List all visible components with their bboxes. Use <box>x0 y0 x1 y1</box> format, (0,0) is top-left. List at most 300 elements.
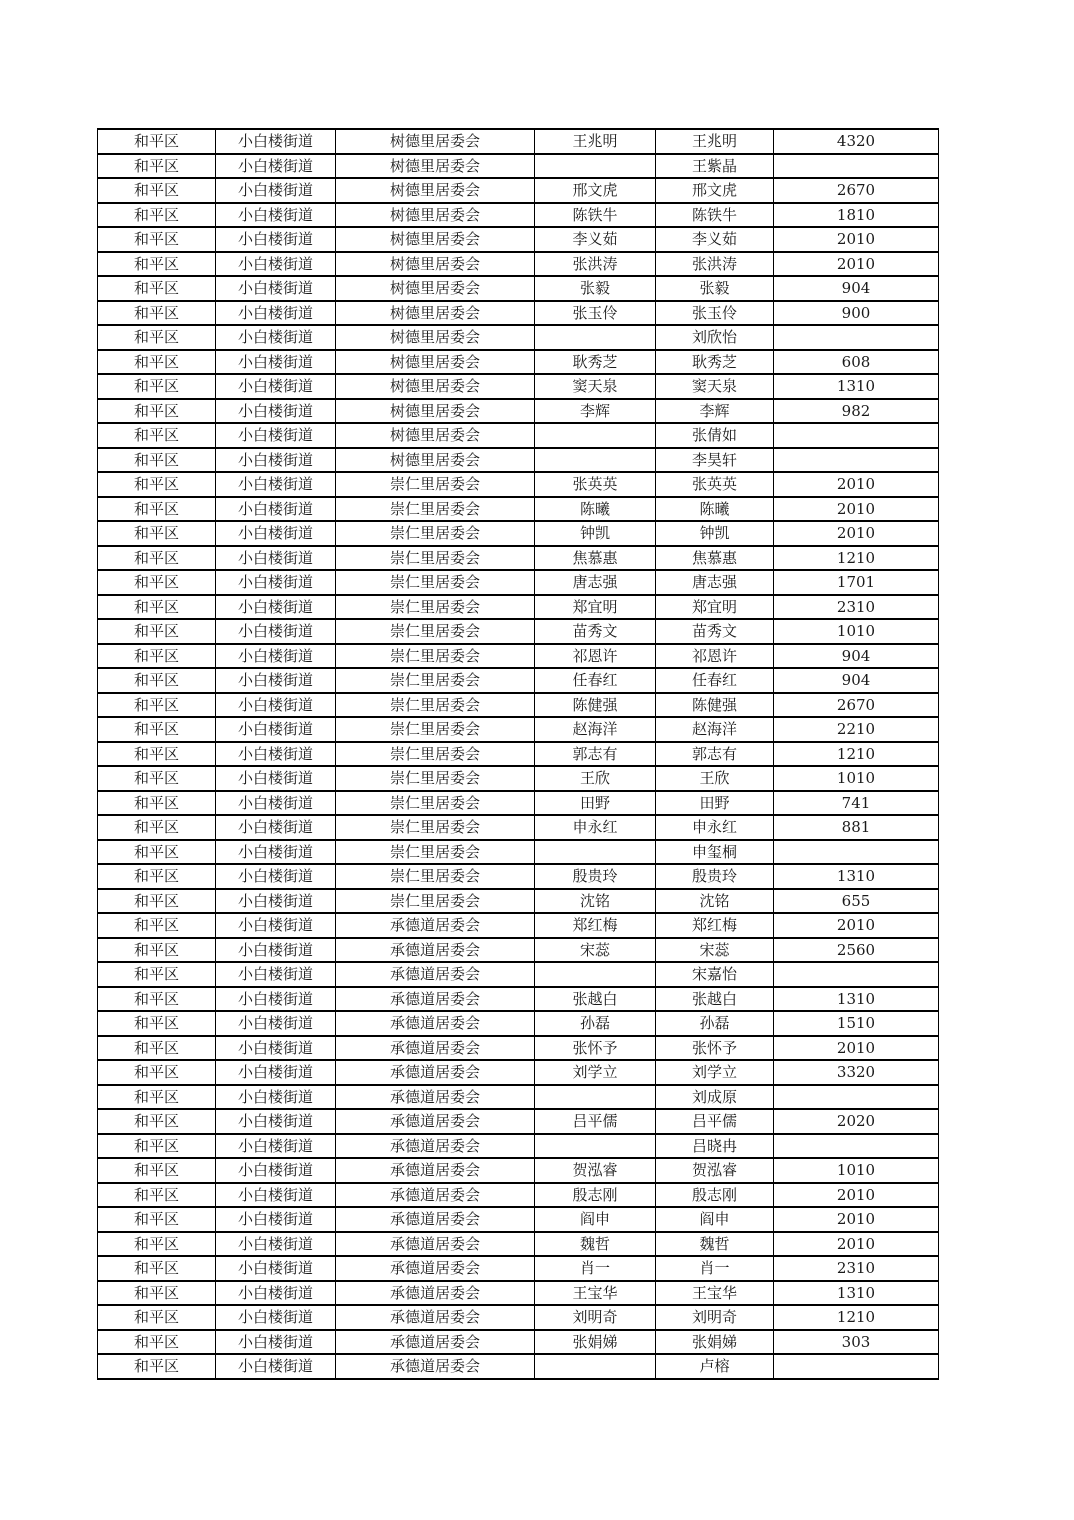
table-cell: 小白楼街道 <box>216 815 336 840</box>
table-cell: 宋嘉怡 <box>656 962 774 987</box>
table-cell: 和平区 <box>98 350 216 375</box>
table-cell: 申永红 <box>656 815 774 840</box>
table-cell: 和平区 <box>98 276 216 301</box>
table-cell: 小白楼街道 <box>216 987 336 1012</box>
table-cell <box>535 840 656 865</box>
table-body <box>98 129 939 1379</box>
table-cell: 王紫晶 <box>656 154 774 179</box>
table-row <box>98 423 939 448</box>
table-row <box>98 1134 939 1159</box>
table-cell: 小白楼街道 <box>216 350 336 375</box>
table-cell: 小白楼街道 <box>216 129 336 154</box>
table-cell: 和平区 <box>98 1330 216 1355</box>
table-cell: 小白楼街道 <box>216 1207 336 1232</box>
table-cell: 张英英 <box>535 472 656 497</box>
table-cell: 魏哲 <box>656 1232 774 1257</box>
table-cell: 小白楼街道 <box>216 1011 336 1036</box>
table-row <box>98 1207 939 1232</box>
table-row <box>98 325 939 350</box>
table-cell: 小白楼街道 <box>216 1281 336 1306</box>
table-cell: 承德道居委会 <box>336 1109 535 1134</box>
table-cell: 小白楼街道 <box>216 178 336 203</box>
table-cell: 宋蕊 <box>535 938 656 963</box>
table-cell: 小白楼街道 <box>216 521 336 546</box>
table-cell: 和平区 <box>98 1232 216 1257</box>
table-cell: 承德道居委会 <box>336 913 535 938</box>
table-cell: 2010 <box>774 497 939 522</box>
table-cell: 郭志有 <box>656 742 774 767</box>
table-cell: 2010 <box>774 1036 939 1061</box>
table-cell: 任春红 <box>535 668 656 693</box>
table-row <box>98 717 939 742</box>
table-cell: 和平区 <box>98 374 216 399</box>
table-cell: 和平区 <box>98 1060 216 1085</box>
table-cell: 小白楼街道 <box>216 301 336 326</box>
table-cell: 刘学立 <box>656 1060 774 1085</box>
table-row <box>98 1085 939 1110</box>
table-cell: 和平区 <box>98 962 216 987</box>
table-cell: 崇仁里居委会 <box>336 521 535 546</box>
table-cell <box>774 325 939 350</box>
table-cell: 1010 <box>774 766 939 791</box>
table-row <box>98 864 939 889</box>
table-row <box>98 840 939 865</box>
table-cell: 张怀予 <box>535 1036 656 1061</box>
table-row <box>98 1330 939 1355</box>
table-cell: 崇仁里居委会 <box>336 644 535 669</box>
table-cell: 沈铭 <box>656 889 774 914</box>
table-cell: 小白楼街道 <box>216 203 336 228</box>
table-cell: 904 <box>774 644 939 669</box>
table-row <box>98 129 939 154</box>
table-cell: 小白楼街道 <box>216 497 336 522</box>
table-cell <box>774 1085 939 1110</box>
table-cell: 树德里居委会 <box>336 350 535 375</box>
table-cell: 焦慕惠 <box>535 546 656 571</box>
table-cell: 小白楼街道 <box>216 913 336 938</box>
table-cell: 郑宜明 <box>656 595 774 620</box>
table-cell: 张越白 <box>535 987 656 1012</box>
table-cell: 和平区 <box>98 1036 216 1061</box>
table-cell: 承德道居委会 <box>336 1036 535 1061</box>
table-cell: 小白楼街道 <box>216 570 336 595</box>
table-cell <box>535 1354 656 1379</box>
table-row <box>98 472 939 497</box>
table-cell: 李辉 <box>656 399 774 424</box>
table-cell: 和平区 <box>98 913 216 938</box>
table-cell: 树德里居委会 <box>336 203 535 228</box>
table-cell: 小白楼街道 <box>216 619 336 644</box>
table-cell: 树德里居委会 <box>336 301 535 326</box>
table-cell: 1210 <box>774 546 939 571</box>
table-row <box>98 203 939 228</box>
table-cell: 承德道居委会 <box>336 987 535 1012</box>
table-cell: 小白楼街道 <box>216 1330 336 1355</box>
table-row <box>98 1281 939 1306</box>
table-row <box>98 1183 939 1208</box>
table-cell <box>774 1354 939 1379</box>
table-cell: 和平区 <box>98 1158 216 1183</box>
table-cell: 小白楼街道 <box>216 227 336 252</box>
table-cell: 魏哲 <box>535 1232 656 1257</box>
table-cell: 小白楼街道 <box>216 766 336 791</box>
table-cell: 881 <box>774 815 939 840</box>
table-row <box>98 668 939 693</box>
table-cell: 李义茹 <box>535 227 656 252</box>
table-cell: 李昊轩 <box>656 448 774 473</box>
table-cell: 2010 <box>774 1232 939 1257</box>
table-cell: 和平区 <box>98 766 216 791</box>
table-cell: 树德里居委会 <box>336 448 535 473</box>
table-cell: 小白楼街道 <box>216 644 336 669</box>
table-row <box>98 1011 939 1036</box>
table-cell: 1701 <box>774 570 939 595</box>
table-cell: 和平区 <box>98 595 216 620</box>
table-cell: 303 <box>774 1330 939 1355</box>
table-cell: 唐志强 <box>656 570 774 595</box>
table-cell: 小白楼街道 <box>216 423 336 448</box>
table-cell: 2670 <box>774 178 939 203</box>
table-cell: 窦天泉 <box>535 374 656 399</box>
table-cell: 吕平儒 <box>656 1109 774 1134</box>
table-cell: 2010 <box>774 1183 939 1208</box>
table-cell: 和平区 <box>98 1109 216 1134</box>
table-cell: 和平区 <box>98 840 216 865</box>
table-cell: 承德道居委会 <box>336 938 535 963</box>
table-cell: 和平区 <box>98 693 216 718</box>
table-cell: 王欣 <box>535 766 656 791</box>
table-cell: 和平区 <box>98 938 216 963</box>
table-cell: 2010 <box>774 521 939 546</box>
table-cell: 郭志有 <box>535 742 656 767</box>
table-cell: 小白楼街道 <box>216 1232 336 1257</box>
table-cell: 陈铁牛 <box>535 203 656 228</box>
table-cell: 和平区 <box>98 742 216 767</box>
table-cell: 和平区 <box>98 791 216 816</box>
table-row <box>98 1354 939 1379</box>
table-cell: 吕晓冉 <box>656 1134 774 1159</box>
table-cell: 小白楼街道 <box>216 1158 336 1183</box>
table-row <box>98 497 939 522</box>
table-cell: 树德里居委会 <box>336 374 535 399</box>
table-cell: 小白楼街道 <box>216 374 336 399</box>
table-cell: 2010 <box>774 913 939 938</box>
table-cell: 张玉伶 <box>656 301 774 326</box>
table-cell: 1010 <box>774 1158 939 1183</box>
table-cell: 孙磊 <box>535 1011 656 1036</box>
table-row <box>98 889 939 914</box>
table-cell: 宋蕊 <box>656 938 774 963</box>
table-cell: 1210 <box>774 1305 939 1330</box>
table-cell: 崇仁里居委会 <box>336 840 535 865</box>
table-cell <box>535 962 656 987</box>
table-cell: 刘成原 <box>656 1085 774 1110</box>
table-cell: 2010 <box>774 252 939 277</box>
table-cell: 和平区 <box>98 129 216 154</box>
table-cell: 小白楼街道 <box>216 399 336 424</box>
table-cell: 刘明奇 <box>535 1305 656 1330</box>
table-cell: 2670 <box>774 693 939 718</box>
table-cell: 小白楼街道 <box>216 693 336 718</box>
table-cell: 耿秀芝 <box>656 350 774 375</box>
table-cell: 申玺桐 <box>656 840 774 865</box>
table-cell: 2310 <box>774 595 939 620</box>
table-cell: 和平区 <box>98 1011 216 1036</box>
table-cell: 承德道居委会 <box>336 962 535 987</box>
table-cell: 小白楼街道 <box>216 448 336 473</box>
table-row <box>98 742 939 767</box>
table-cell: 和平区 <box>98 497 216 522</box>
table-row <box>98 276 939 301</box>
table-cell: 祁恩许 <box>535 644 656 669</box>
table-cell: 张毅 <box>656 276 774 301</box>
table-cell: 张娟娣 <box>535 1330 656 1355</box>
table-cell: 陈铁牛 <box>656 203 774 228</box>
table-cell: 和平区 <box>98 864 216 889</box>
table-cell: 1510 <box>774 1011 939 1036</box>
table-cell: 刘学立 <box>535 1060 656 1085</box>
table-cell: 邢文虎 <box>656 178 774 203</box>
table-cell: 小白楼街道 <box>216 668 336 693</box>
table-cell <box>774 962 939 987</box>
table-row <box>98 350 939 375</box>
table-cell: 殷贵玲 <box>656 864 774 889</box>
table-cell: 崇仁里居委会 <box>336 595 535 620</box>
table-cell: 崇仁里居委会 <box>336 889 535 914</box>
table-cell: 4320 <box>774 129 939 154</box>
table-cell: 崇仁里居委会 <box>336 693 535 718</box>
table-cell: 小白楼街道 <box>216 1305 336 1330</box>
table-cell: 小白楼街道 <box>216 1256 336 1281</box>
table-cell: 田野 <box>656 791 774 816</box>
table-cell: 小白楼街道 <box>216 717 336 742</box>
table-cell <box>535 1134 656 1159</box>
table-row <box>98 1109 939 1134</box>
table-cell: 卢榕 <box>656 1354 774 1379</box>
table-cell: 崇仁里居委会 <box>336 619 535 644</box>
table-cell: 崇仁里居委会 <box>336 472 535 497</box>
table-cell: 和平区 <box>98 227 216 252</box>
table-cell: 赵海洋 <box>656 717 774 742</box>
table-row <box>98 619 939 644</box>
table-cell: 承德道居委会 <box>336 1011 535 1036</box>
table-cell: 承德道居委会 <box>336 1354 535 1379</box>
table-cell: 和平区 <box>98 399 216 424</box>
table-cell: 和平区 <box>98 889 216 914</box>
table-cell: 任春红 <box>656 668 774 693</box>
table-row <box>98 1060 939 1085</box>
table-cell: 承德道居委会 <box>336 1158 535 1183</box>
table-cell: 1310 <box>774 864 939 889</box>
table-cell: 崇仁里居委会 <box>336 791 535 816</box>
table-cell: 崇仁里居委会 <box>336 815 535 840</box>
table-cell: 崇仁里居委会 <box>336 766 535 791</box>
table-cell: 承德道居委会 <box>336 1232 535 1257</box>
table-cell: 贺泓睿 <box>535 1158 656 1183</box>
table-cell: 小白楼街道 <box>216 1354 336 1379</box>
table-cell: 张洪涛 <box>535 252 656 277</box>
resident-roster-table <box>97 128 939 1380</box>
table-cell: 小白楼街道 <box>216 791 336 816</box>
table-row <box>98 1036 939 1061</box>
table-row <box>98 791 939 816</box>
table-cell <box>535 154 656 179</box>
table-cell <box>774 448 939 473</box>
table-cell: 小白楼街道 <box>216 1085 336 1110</box>
table-cell: 小白楼街道 <box>216 1060 336 1085</box>
table-cell: 和平区 <box>98 1354 216 1379</box>
table-cell: 小白楼街道 <box>216 546 336 571</box>
table-cell: 小白楼街道 <box>216 325 336 350</box>
table-cell: 小白楼街道 <box>216 1134 336 1159</box>
table-cell: 陈健强 <box>656 693 774 718</box>
table-cell: 承德道居委会 <box>336 1330 535 1355</box>
table-cell: 小白楼街道 <box>216 840 336 865</box>
table-cell: 和平区 <box>98 546 216 571</box>
table-cell: 承德道居委会 <box>336 1134 535 1159</box>
table-cell: 608 <box>774 350 939 375</box>
table-cell: 树德里居委会 <box>336 325 535 350</box>
table-row <box>98 595 939 620</box>
table-row <box>98 374 939 399</box>
table-cell: 小白楼街道 <box>216 154 336 179</box>
table-cell: 刘欣怡 <box>656 325 774 350</box>
table-cell: 和平区 <box>98 717 216 742</box>
table-row <box>98 766 939 791</box>
table-cell: 和平区 <box>98 521 216 546</box>
table-cell <box>535 1085 656 1110</box>
table-cell: 和平区 <box>98 1085 216 1110</box>
table-cell: 苗秀文 <box>656 619 774 644</box>
table-cell: 陈曦 <box>535 497 656 522</box>
table-cell: 和平区 <box>98 1183 216 1208</box>
table-cell: 和平区 <box>98 1207 216 1232</box>
table-cell: 2310 <box>774 1256 939 1281</box>
table-cell: 和平区 <box>98 644 216 669</box>
table-cell: 张越白 <box>656 987 774 1012</box>
table-cell: 741 <box>774 791 939 816</box>
table-row <box>98 178 939 203</box>
table-cell: 和平区 <box>98 252 216 277</box>
table-cell: 苗秀文 <box>535 619 656 644</box>
table-cell: 小白楼街道 <box>216 889 336 914</box>
table-cell: 王兆明 <box>656 129 774 154</box>
table-cell: 郑红梅 <box>535 913 656 938</box>
table-cell: 和平区 <box>98 815 216 840</box>
table-cell: 张洪涛 <box>656 252 774 277</box>
table-cell <box>774 840 939 865</box>
table-cell: 1210 <box>774 742 939 767</box>
table-cell: 和平区 <box>98 987 216 1012</box>
table-cell: 和平区 <box>98 448 216 473</box>
table-cell: 小白楼街道 <box>216 1109 336 1134</box>
table-cell: 小白楼街道 <box>216 1036 336 1061</box>
table-cell: 小白楼街道 <box>216 962 336 987</box>
table-cell: 肖一 <box>535 1256 656 1281</box>
table-cell: 阎申 <box>535 1207 656 1232</box>
table-cell: 张倩如 <box>656 423 774 448</box>
table-cell: 邢文虎 <box>535 178 656 203</box>
table-cell: 钟凯 <box>656 521 774 546</box>
table-cell: 904 <box>774 668 939 693</box>
table-cell: 2010 <box>774 1207 939 1232</box>
table-row <box>98 913 939 938</box>
table-cell: 904 <box>774 276 939 301</box>
table-cell: 承德道居委会 <box>336 1281 535 1306</box>
table-row <box>98 815 939 840</box>
table-row <box>98 644 939 669</box>
table-cell: 张英英 <box>656 472 774 497</box>
table-cell: 树德里居委会 <box>336 252 535 277</box>
table-cell: 崇仁里居委会 <box>336 864 535 889</box>
table-cell: 焦慕惠 <box>656 546 774 571</box>
table-cell: 900 <box>774 301 939 326</box>
table-cell <box>535 423 656 448</box>
table-cell: 树德里居委会 <box>336 399 535 424</box>
table-cell: 和平区 <box>98 1134 216 1159</box>
table-cell: 2010 <box>774 227 939 252</box>
table-row <box>98 693 939 718</box>
table-row <box>98 570 939 595</box>
table-row <box>98 987 939 1012</box>
table-cell: 树德里居委会 <box>336 154 535 179</box>
table-cell: 殷贵玲 <box>535 864 656 889</box>
table-cell: 2210 <box>774 717 939 742</box>
table-cell: 和平区 <box>98 325 216 350</box>
table-row <box>98 399 939 424</box>
table-cell: 崇仁里居委会 <box>336 668 535 693</box>
table-row <box>98 252 939 277</box>
table-row <box>98 301 939 326</box>
table-cell: 和平区 <box>98 154 216 179</box>
table-cell: 唐志强 <box>535 570 656 595</box>
table-cell: 张娟娣 <box>656 1330 774 1355</box>
table-cell: 李辉 <box>535 399 656 424</box>
table-cell: 和平区 <box>98 1256 216 1281</box>
table-row <box>98 521 939 546</box>
table-cell: 钟凯 <box>535 521 656 546</box>
table-cell: 崇仁里居委会 <box>336 546 535 571</box>
table-cell: 树德里居委会 <box>336 227 535 252</box>
table-row <box>98 227 939 252</box>
table-cell: 小白楼街道 <box>216 472 336 497</box>
table-cell: 张毅 <box>535 276 656 301</box>
table-cell: 郑宜明 <box>535 595 656 620</box>
table-cell: 王宝华 <box>535 1281 656 1306</box>
table-cell: 树德里居委会 <box>336 178 535 203</box>
table-cell: 小白楼街道 <box>216 864 336 889</box>
table-cell: 阎申 <box>656 1207 774 1232</box>
table-cell: 承德道居委会 <box>336 1085 535 1110</box>
table-cell: 和平区 <box>98 203 216 228</box>
table-row <box>98 448 939 473</box>
table-cell <box>535 325 656 350</box>
table-cell: 982 <box>774 399 939 424</box>
table-row <box>98 1305 939 1330</box>
table-cell: 1310 <box>774 1281 939 1306</box>
table-cell: 王欣 <box>656 766 774 791</box>
table-cell: 树德里居委会 <box>336 129 535 154</box>
table-cell: 陈曦 <box>656 497 774 522</box>
table-cell: 2020 <box>774 1109 939 1134</box>
table-cell: 窦天泉 <box>656 374 774 399</box>
table-cell: 小白楼街道 <box>216 742 336 767</box>
table-cell: 贺泓睿 <box>656 1158 774 1183</box>
table-cell: 1310 <box>774 374 939 399</box>
table-cell: 和平区 <box>98 178 216 203</box>
table-row <box>98 1256 939 1281</box>
table-cell: 刘明奇 <box>656 1305 774 1330</box>
